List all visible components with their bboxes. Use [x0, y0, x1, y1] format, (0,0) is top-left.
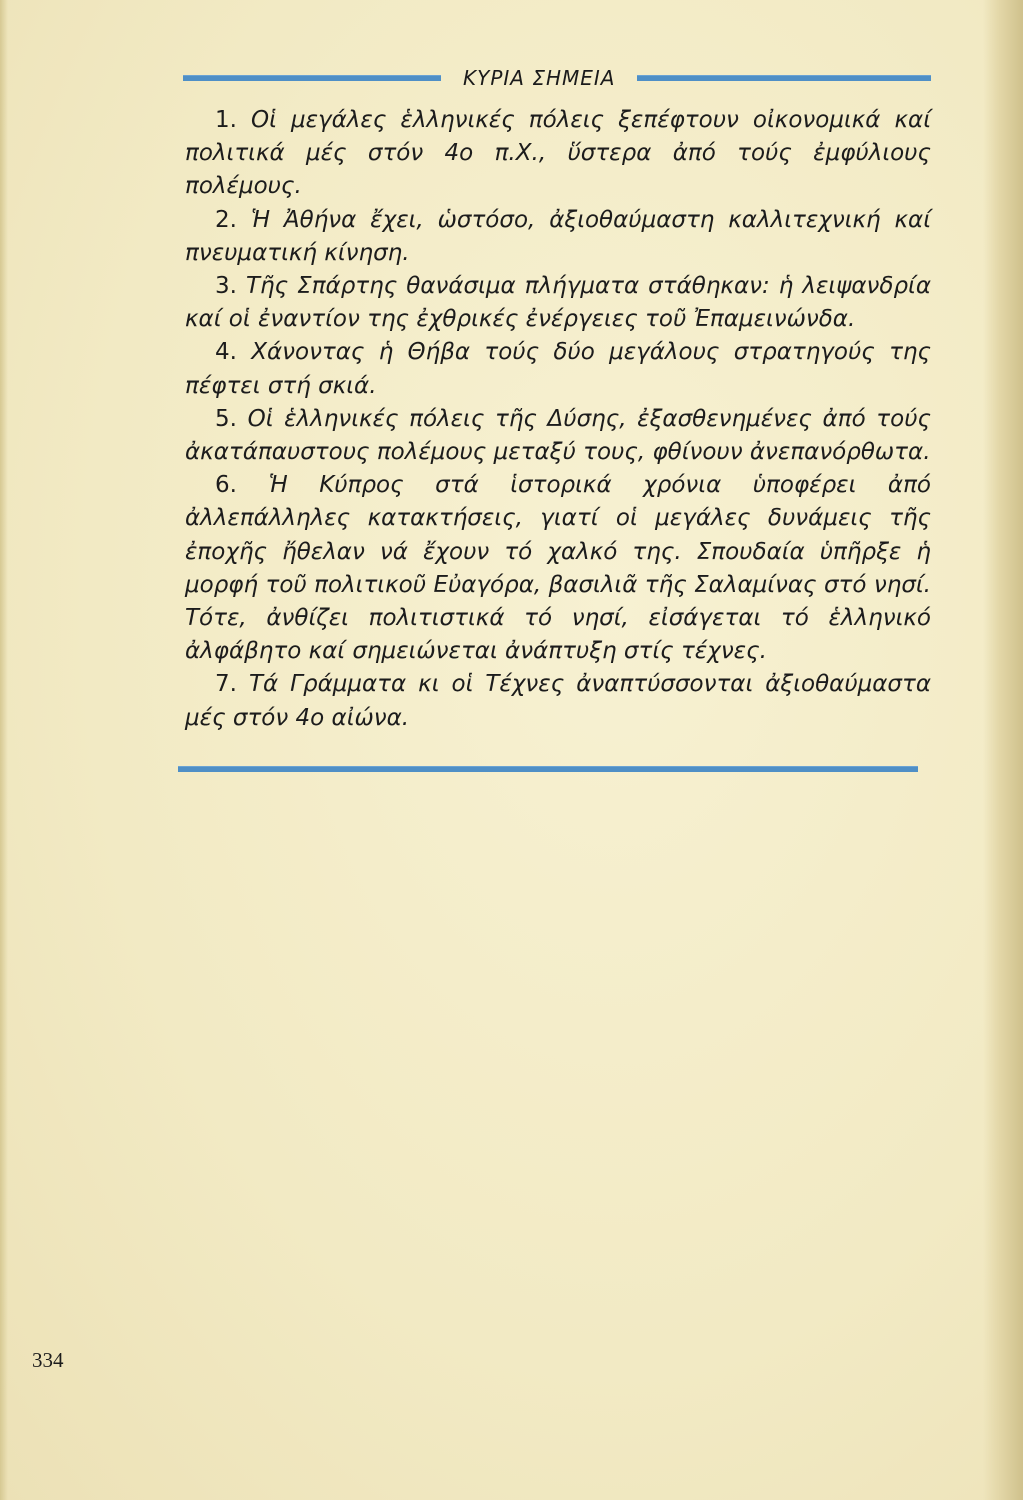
key-point-6 [185, 469, 931, 668]
key-point-4 [185, 336, 931, 402]
key-point-text: Ἡ Κύπρος στά ἱστορικά χρόνια ὑποφέρει ἀπό ἀλλεπάλληλες κατακτήσεις, γιατί οἱ μεγάλες δυνάμεις τῆς ἐποχῆς ἤθελαν νά ἔχουν τό χαλκό της. Σπουδαία ὑπῆρξε ἡ μορφή τοῦ πολιτικοῦ Εὐαγόρα, βασιλιᾶ τῆς Σαλαμίνας στό νησί. Τότε, ἀνθίζει πολιτιστικά τό νησί, εἰσάγεται τό ἑλληνικό ἀλφάβητο καί σημειώνεται ἀνάπτυξη στίς τέχνες. [185, 472, 931, 665]
header-rule-right [637, 75, 931, 81]
key-point-text: Οἱ ἑλληνικές πόλεις τῆς Δύσης, ἐξασθενημένες ἀπό τούς ἀκατάπαυστους πολέμους μεταξύ τους, φθίνουν ἀνεπανόρθωτα. [185, 405, 931, 466]
key-point-2 [185, 204, 931, 270]
page-number: 334 [32, 1348, 64, 1372]
key-point-text: Ἡ Ἀθήνα ἔχει, ὡστόσο, ἀξιοθαύμαστη καλλιτεχνική καί πνευματική κίνηση. [185, 206, 932, 266]
key-point-number: 1. [215, 107, 237, 133]
key-point-text: Χάνοντας ἡ Θήβα τούς δύο μεγάλους στρατηγούς της πέφτει στή σκιά. [185, 339, 931, 399]
key-point-number: 6. [215, 472, 237, 499]
key-point-text: Τῆς Σπάρτης θανάσιμα πλήγματα στάθηκαν: ἡ λειψανδρία καί οἱ ἐναντίον της ἐχθρικές ἐνέργειες τοῦ Ἐπαμεινώνδα. [185, 273, 932, 333]
key-point-text: Τά Γράμματα κι οἱ Τέχνες ἀναπτύσσονται ἀξιοθαύμαστα μές στόν 4ο αἰώνα. [185, 671, 932, 731]
section-end-rule [178, 766, 918, 772]
key-point-number: 5. [215, 405, 237, 432]
section-header [183, 62, 931, 94]
key-point-number: 7. [215, 671, 237, 698]
section-title: ΚΥΡΙΑ ΣΗΜΕΙΑ [463, 66, 616, 90]
key-point-text: Οἱ μεγάλες ἑλληνικές πόλεις ξεπέφτουν οἰκονομικά καί πολιτικά μές στόν 4ο π.Χ., ὕστερα ἀπό τούς ἐμφύλιους πολέμους. [185, 107, 932, 200]
key-point-7 [185, 668, 931, 734]
key-point-3 [185, 270, 931, 336]
key-points-list [185, 104, 931, 735]
key-point-number: 4. [215, 339, 237, 366]
key-point-1 [185, 104, 931, 204]
header-rule-left [183, 75, 441, 81]
key-point-5 [185, 403, 931, 469]
page-spine-shadow [983, 0, 1023, 1500]
key-point-number: 2. [215, 206, 237, 233]
page-left-edge [0, 0, 8, 1500]
key-point-number: 3. [215, 273, 237, 300]
